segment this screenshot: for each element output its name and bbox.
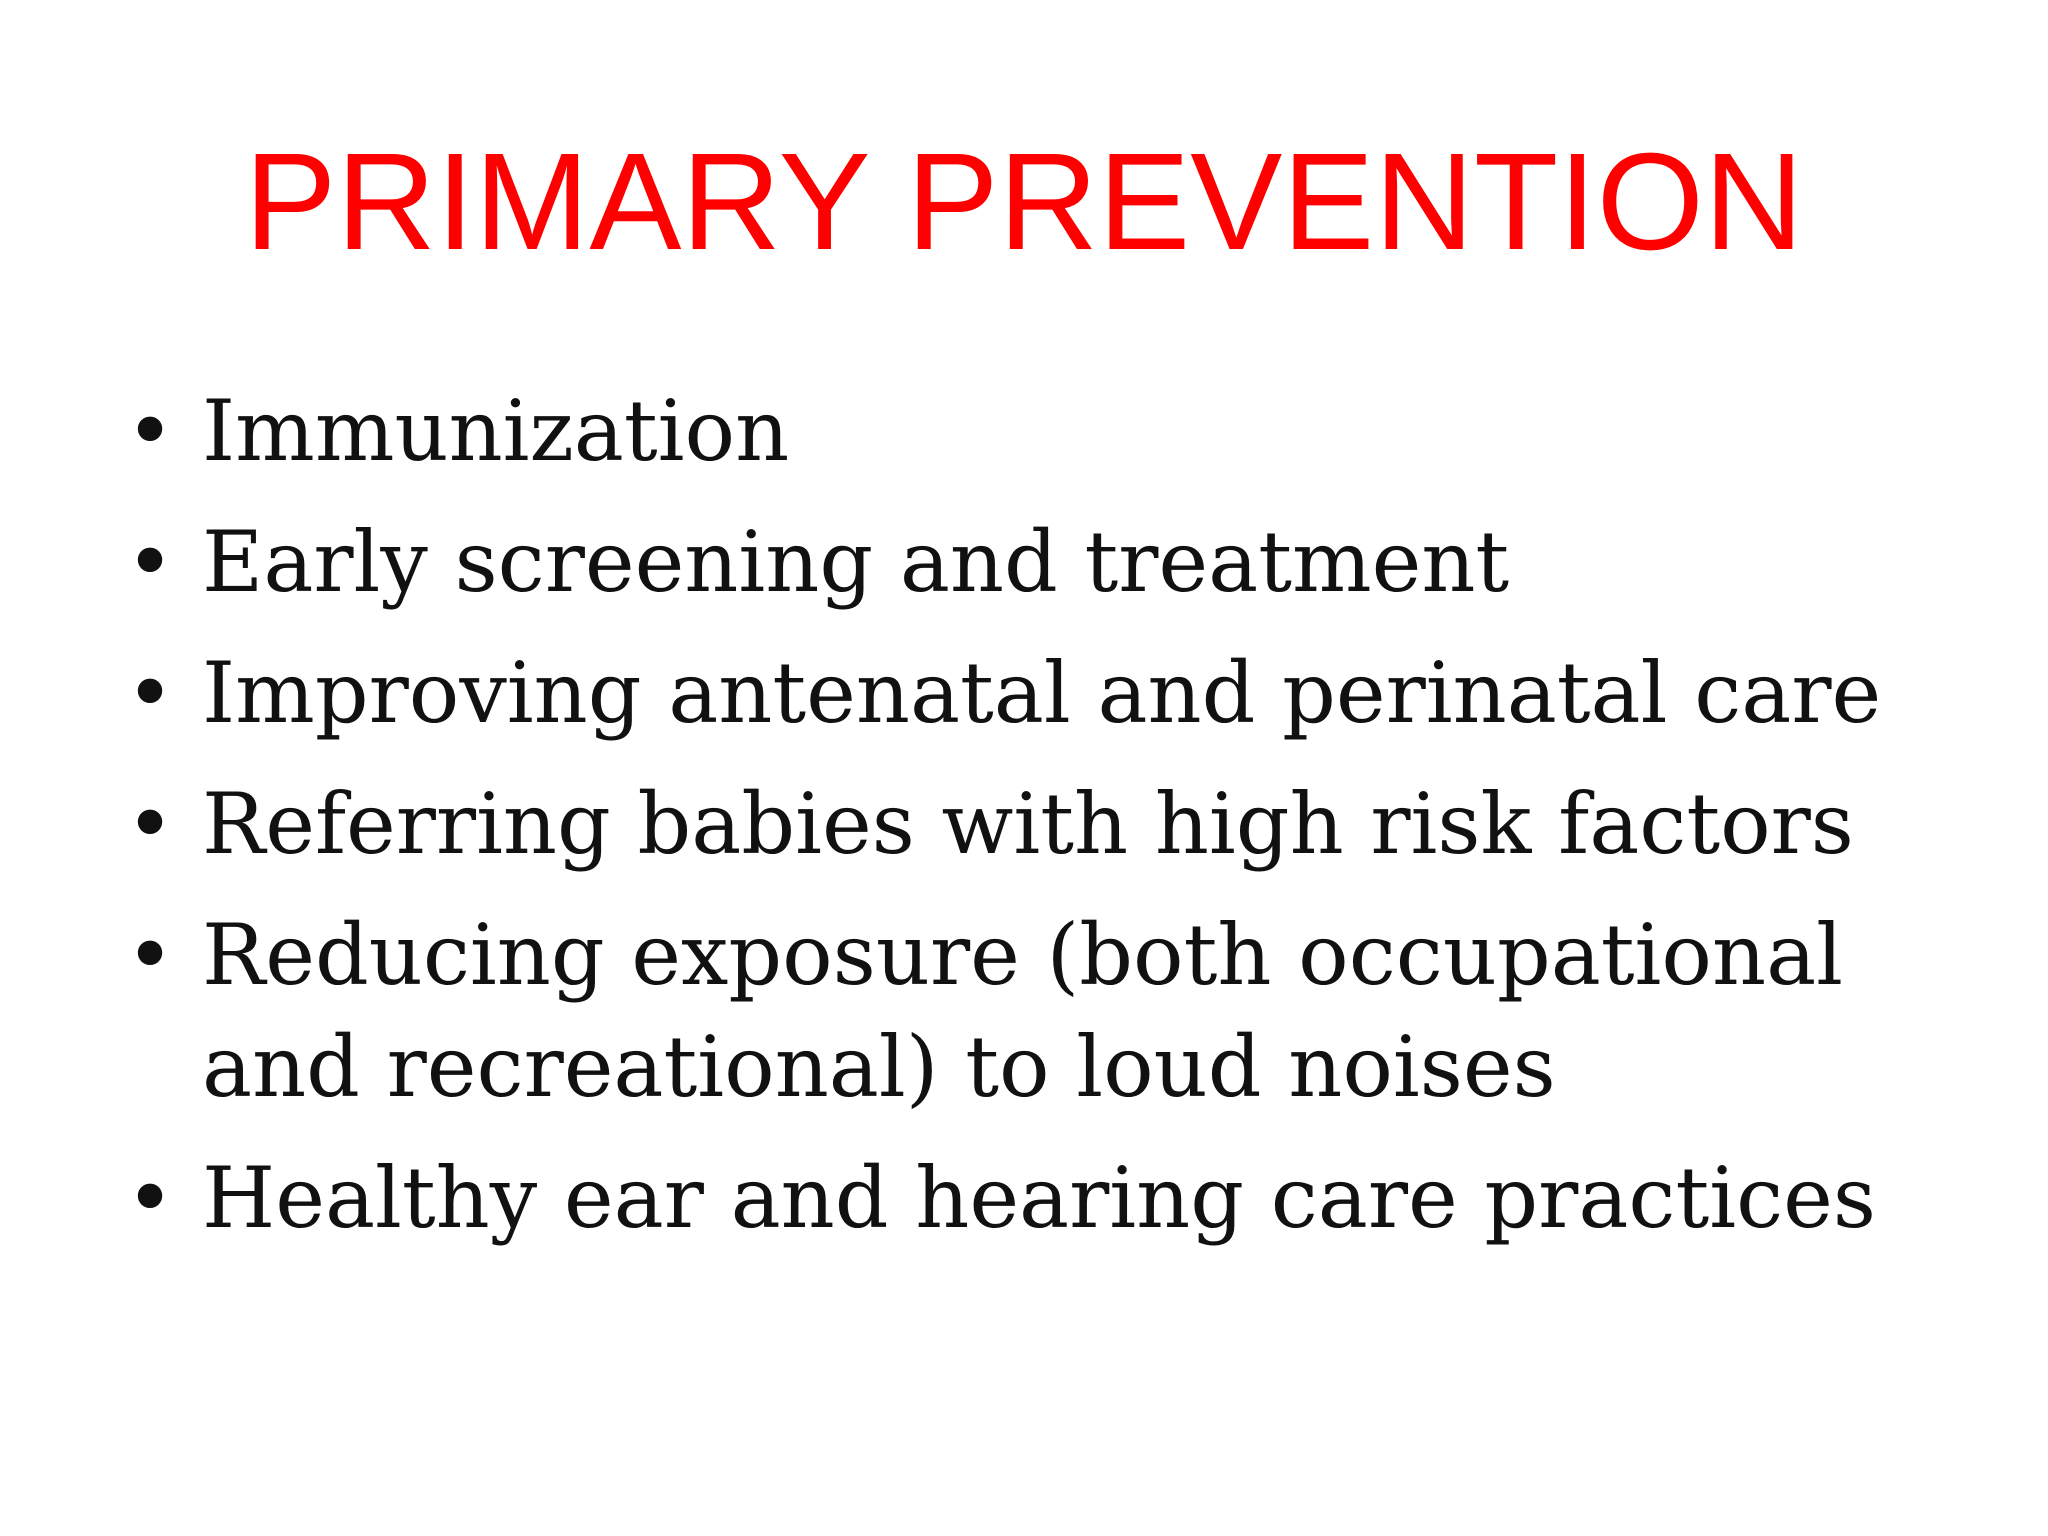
bullet-text: Referring babies with high risk factors <box>202 775 1854 873</box>
bullet-item <box>120 1142 1980 1254</box>
bullet-text: Reducing exposure (both occupational and recreational) to loud noises <box>202 906 1844 1116</box>
bullet-icon: • <box>125 382 175 480</box>
bullet-item <box>120 768 1980 880</box>
bullet-icon: • <box>125 775 175 873</box>
bullet-item <box>120 375 1980 487</box>
bullet-text: Healthy ear and hearing care practices <box>202 1149 1876 1247</box>
bullet-list <box>120 375 1980 1273</box>
bullet-text: Improving antenatal and perinatal care <box>202 644 1882 742</box>
slide-title: PRIMARY PREVENTION <box>244 125 1804 279</box>
bullet-text: Immunization <box>202 382 790 480</box>
bullet-icon: • <box>125 1149 175 1247</box>
bullet-item <box>120 899 1980 1123</box>
bullet-icon: • <box>125 513 175 611</box>
bullet-text: Early screening and treatment <box>202 513 1510 611</box>
bullet-item <box>120 637 1980 749</box>
bullet-item <box>120 506 1980 618</box>
bullet-icon: • <box>125 906 175 1004</box>
bullet-icon: • <box>125 644 175 742</box>
